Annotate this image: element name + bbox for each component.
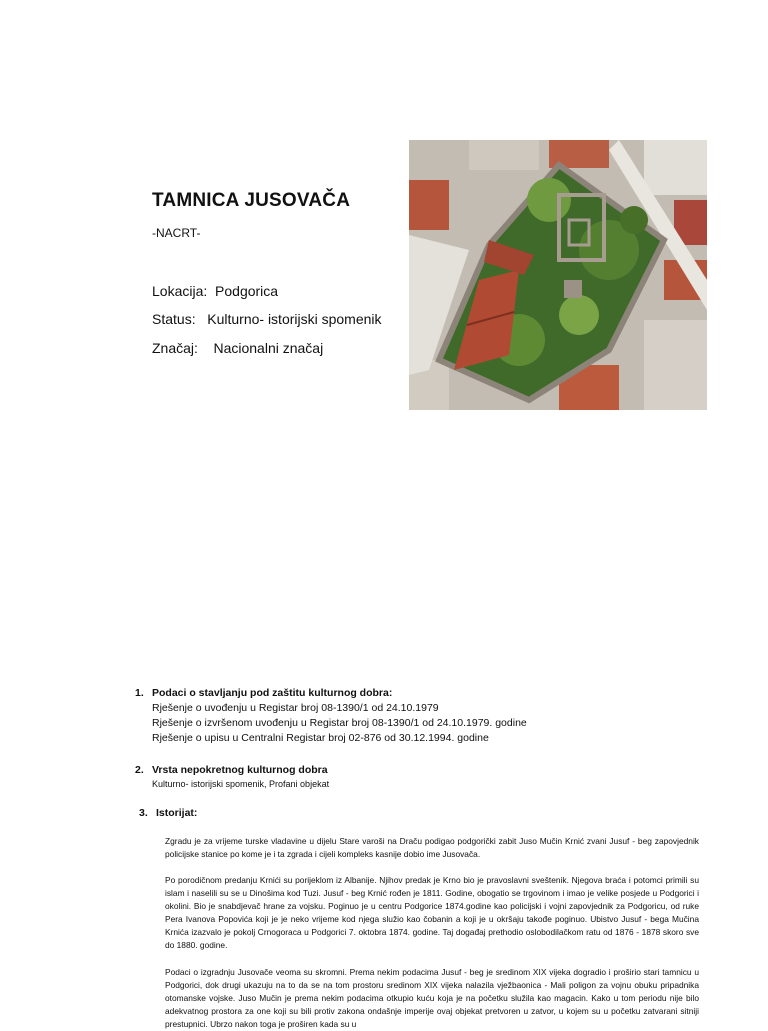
history-paragraph: Podaci o izgradnju Jusovače veoma su skromni. Prema nekim podacima Jusuf - beg je sredinom XIX vijeka dogradio i proširio stari tamnicu u Podgorici, dok drugi ukazuju na to da se na tom prostoru sredinom XIX vijeka nalazila vježbaonica - Mali poligon za vojnu obuku pripadnika otomanske vojske. Juso Mučin je prema nekim podacima otkupio kuću koja je na početku služila kao magacin. Kako u tom periodu nije bilo adekvatnog prostora za one koji su bili protiv zakona ondašnje imperije ovaj objekat pretvoren u zatvor, u kojem su u početku zatvarani sitniji prestupnici. Ubrzo nakon toga je proširen kada su u xyxy=(165,967,699,1030)
status-line: Status: Kulturno- istorijski spomenik xyxy=(152,311,382,327)
section-history xyxy=(139,806,198,821)
document-title: TAMNICA JUSOVAČA xyxy=(152,190,351,211)
aerial-photo xyxy=(409,140,707,410)
section-number: 2. xyxy=(135,764,144,776)
history-paragraph: Po porodičnom predanju Krnići su porijeklom iz Albanije. Njihov predak je Krno bio je pravoslavni sveštenik. Njegova braća i potomci primili su islam i naselili su se u Dinošima kod Tuzi. Jusuf - beg Krnić rođen je 1811. Godine, obogatio se trgovinom i imao je velike posjede u Podgorici i okolini. Bio je snabdjevač hrane za vojsku. Poginuo je u centru Podgorice 1874.godine kao policijski i vojni zapovjednik za Podgoricu, od ruke Pera Ivanova Popovića koji je je neko vrijeme kod njega služio kao čobanin a koji je u okršaju takođe poginuo. Ubistvo Jusuf - bega Mučina Krnića izazvalo je pokolj Crnogoraca u Podgorici 7. oktobra 1874. godine. Taj događaj prethodio oslobodilačkom ratu od 1876 - 1878 skoro sve do 1880. godine. xyxy=(165,875,699,951)
section-heading: Podaci o stavljanju pod zaštitu kulturnog dobra: xyxy=(152,687,393,699)
document-subtitle: -NACRT- xyxy=(152,226,201,240)
type-line: Kulturno- istorijski spomenik, Profani objekat xyxy=(152,779,330,789)
registry-line: Rješenje o upisu u Centralni Registar broj 02-876 od 30.12.1994. godine xyxy=(152,732,489,744)
registry-line: Rješenje o uvođenju u Registar broj 08-1390/1 od 24.10.1979 xyxy=(152,702,439,714)
registry-line: Rješenje o izvršenom uvođenju u Registar broj 08-1390/1 od 24.10.1979. godine xyxy=(152,717,527,729)
section-type xyxy=(135,763,330,791)
section-heading: Vrsta nepokretnog kulturnog dobra xyxy=(152,764,328,776)
section-number: 1. xyxy=(135,687,144,699)
section-protection xyxy=(135,686,527,746)
aerial-photo-icon xyxy=(409,140,707,410)
location-line: Lokacija: Podgorica xyxy=(152,283,279,299)
history-paragraph: Zgradu je za vrijeme turske vladavine u dijelu Stare varoši na Draču podigao podgorički zabit Juso Mučin Krnić zvani Jusuf - beg zapovjednik policijske stanice po kome je i ta zgrada i cijeli kompleks kasnije dobio ime Jusovača. xyxy=(165,836,699,860)
section-number: 3. xyxy=(139,807,148,819)
section-heading: Istorijat: xyxy=(156,807,198,819)
significance-line: Značaj: Nacionalni značaj xyxy=(152,340,324,356)
